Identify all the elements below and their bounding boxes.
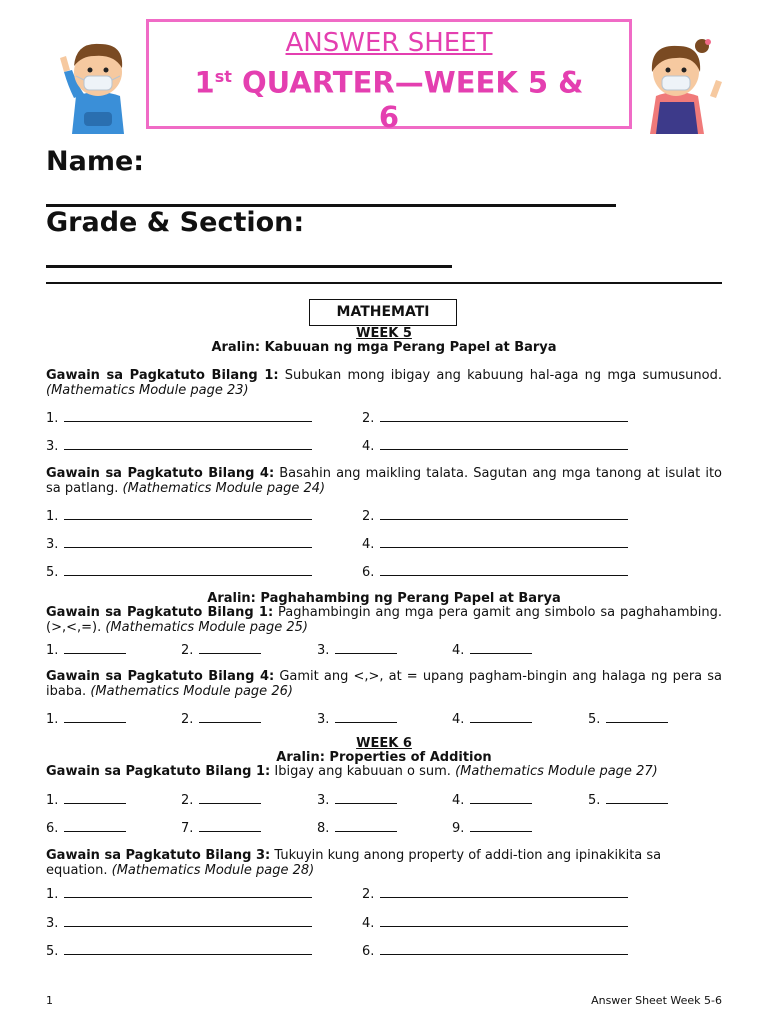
answer-line[interactable] [46, 410, 312, 426]
answer-blank[interactable] [199, 711, 261, 723]
week6-label: WEEK 6 [356, 736, 412, 751]
answer-line[interactable] [181, 820, 261, 836]
gawain-title: Gawain sa Pagkatuto Bilang 4: [46, 466, 275, 481]
gawain-title: Gawain sa Pagkatuto Bilang 1: [46, 764, 271, 779]
item-number: 1. [46, 643, 59, 658]
answer-blank[interactable] [470, 820, 532, 832]
answer-blank[interactable] [64, 915, 312, 927]
answer-blank[interactable] [64, 711, 126, 723]
gawain-title: Gawain sa Pagkatuto Bilang 3: [46, 848, 271, 863]
answer-line[interactable] [362, 564, 628, 580]
item-number: 1. [46, 712, 59, 727]
item-number: 3. [46, 537, 59, 552]
title-ordinal-sup: st [214, 67, 232, 86]
week6-gawain1-instruction [46, 764, 722, 779]
answer-line[interactable] [317, 711, 397, 727]
answer-blank[interactable] [64, 886, 312, 898]
title-quarter: QUARTER—WEEK 5 & [231, 65, 584, 100]
title-box [146, 19, 632, 134]
item-number: 9. [452, 821, 465, 836]
answer-blank[interactable] [606, 792, 668, 804]
item-number: 2. [181, 793, 194, 808]
answer-line[interactable] [46, 886, 312, 902]
module-ref: (Mathematics Module page 28) [111, 863, 315, 878]
gawain-title: Gawain sa Pagkatuto Bilang 1: [46, 605, 274, 620]
item-number: 6. [46, 821, 59, 836]
answer-line[interactable] [362, 915, 628, 931]
week6-gawain3-instruction [46, 848, 722, 878]
gawain-text: Basahin ang maikling talata. Sagutan ang mga tanong at isulat ito sa patlang. [46, 466, 722, 496]
title-line-2 [149, 60, 629, 100]
answer-line[interactable] [46, 943, 312, 959]
answer-blank[interactable] [380, 886, 628, 898]
answer-line[interactable] [362, 536, 628, 552]
week5-gawain1b-instruction [46, 605, 722, 635]
item-number: 6. [362, 565, 375, 580]
answer-line[interactable] [362, 410, 628, 426]
week5-gawain4b-instruction [46, 669, 722, 699]
week6-aralin: Aralin: Properties of Addition [276, 750, 492, 765]
item-number: 4. [362, 537, 375, 552]
answer-line[interactable] [362, 886, 628, 902]
item-number: 2. [362, 509, 375, 524]
footer-title: Answer Sheet Week 5-6 [591, 994, 722, 1007]
answer-blank[interactable] [199, 820, 261, 832]
answer-line[interactable] [46, 438, 312, 454]
answer-blank[interactable] [470, 642, 532, 654]
module-ref: (Mathematics Module page 27) [455, 764, 658, 779]
answer-line[interactable] [46, 711, 126, 727]
item-number: 3. [317, 793, 330, 808]
answer-blank[interactable] [380, 943, 628, 955]
answer-line[interactable] [317, 820, 397, 836]
item-number: 5. [588, 793, 601, 808]
item-number: 6. [362, 944, 375, 959]
subject-box: MATHEMATI [309, 299, 457, 326]
item-number: 1. [46, 509, 59, 524]
answer-line[interactable] [362, 508, 628, 524]
gawain-title: Gawain sa Pagkatuto Bilang 1: [46, 368, 279, 383]
answer-blank[interactable] [380, 438, 628, 450]
answer-line[interactable] [181, 642, 261, 658]
answer-blank[interactable] [64, 792, 126, 804]
item-number: 1. [46, 411, 59, 426]
item-number: 5. [588, 712, 601, 727]
item-number: 4. [452, 712, 465, 727]
answer-line[interactable] [46, 642, 126, 658]
answer-blank[interactable] [335, 642, 397, 654]
gawain-text: Gamit ang <,>, at = upang pagham-bingin ang halaga ng pera sa ibaba. [46, 669, 722, 699]
answer-line[interactable] [452, 711, 532, 727]
item-number: 2. [362, 887, 375, 902]
item-number: 3. [317, 712, 330, 727]
item-number: 5. [46, 944, 59, 959]
answer-blank[interactable] [470, 711, 532, 723]
answer-line[interactable] [317, 792, 397, 808]
item-number: 8. [317, 821, 330, 836]
answer-blank[interactable] [380, 564, 628, 576]
gawain-text: Tukuyin kung anong property of addi-tion ang ipinakikita sa equation. [46, 848, 662, 878]
answer-line[interactable] [317, 642, 397, 658]
boy-mask-waving-icon [54, 36, 140, 134]
week5-gawain1-instruction [46, 368, 722, 398]
answer-line[interactable] [452, 792, 532, 808]
answer-line[interactable] [46, 915, 312, 931]
answer-blank[interactable] [380, 915, 628, 927]
grade-section-field-line[interactable] [46, 265, 452, 268]
answer-blank[interactable] [199, 642, 261, 654]
module-ref: (Mathematics Module page 23) [46, 383, 249, 398]
gawain-text: Paghambingin ang mga pera gamit ang simbolo sa paghahambing. (>,<,=). [46, 605, 722, 635]
answer-blank[interactable] [64, 410, 312, 422]
item-number: 2. [181, 643, 194, 658]
item-number: 4. [452, 793, 465, 808]
answer-line[interactable] [46, 792, 126, 808]
answer-line[interactable] [46, 536, 312, 552]
week5-label: WEEK 5 [356, 326, 412, 341]
item-number: 4. [362, 439, 375, 454]
answer-blank[interactable] [64, 820, 126, 832]
answer-blank[interactable] [380, 508, 628, 520]
answer-line[interactable] [181, 711, 261, 727]
item-number: 4. [362, 916, 375, 931]
answer-blank[interactable] [335, 711, 397, 723]
title-ordinal: 1 [194, 65, 215, 100]
answer-blank[interactable] [470, 792, 532, 804]
item-number: 5. [46, 565, 59, 580]
answer-blank[interactable] [380, 410, 628, 422]
answer-blank[interactable] [380, 536, 628, 548]
week5-aralin1: Aralin: Kabuuan ng mga Perang Papel at Barya [211, 340, 557, 355]
answer-line[interactable] [46, 508, 312, 524]
item-number: 7. [181, 821, 194, 836]
answer-line[interactable] [46, 564, 312, 580]
answer-blank[interactable] [64, 438, 312, 450]
module-ref: (Mathematics Module page 26) [90, 684, 293, 699]
title-line-1: ANSWER SHEET [285, 28, 493, 58]
module-ref: (Mathematics Module page 24) [122, 481, 326, 496]
answer-line[interactable] [452, 642, 532, 658]
answer-blank[interactable] [199, 792, 261, 804]
gawain-text: Ibigay ang kabuuan o sum. [270, 764, 456, 779]
answer-blank[interactable] [64, 536, 312, 548]
week5-aralin2: Aralin: Paghahambing ng Perang Papel at Barya [207, 591, 561, 606]
item-number: 2. [362, 411, 375, 426]
answer-line[interactable] [181, 792, 261, 808]
item-number: 1. [46, 793, 59, 808]
answer-line[interactable] [46, 820, 126, 836]
answer-blank[interactable] [335, 792, 397, 804]
item-number: 4. [452, 643, 465, 658]
header-divider [46, 282, 722, 284]
answer-line[interactable] [588, 792, 668, 808]
answer-line[interactable] [452, 820, 532, 836]
name-label: Name: [46, 146, 145, 177]
module-ref: (Mathematics Module page 25) [105, 620, 308, 635]
answer-line[interactable] [588, 711, 668, 727]
item-number: 3. [46, 439, 59, 454]
answer-blank[interactable] [64, 508, 312, 520]
answer-blank[interactable] [64, 642, 126, 654]
answer-blank[interactable] [64, 564, 312, 576]
week5-gawain4-instruction [46, 466, 722, 496]
item-number: 2. [181, 712, 194, 727]
answer-line[interactable] [362, 943, 628, 959]
page-number: 1 [46, 994, 53, 1007]
gawain-text: Subukan mong ibigay ang kabuung hal-aga ng mga sumusunod. [278, 368, 722, 383]
item-number: 1. [46, 887, 59, 902]
title-line-3: 6 [378, 99, 400, 134]
grade-section-label: Grade & Section: [46, 207, 305, 238]
answer-blank[interactable] [64, 943, 312, 955]
answer-blank[interactable] [606, 711, 668, 723]
answer-line[interactable] [362, 438, 628, 454]
item-number: 3. [46, 916, 59, 931]
answer-blank[interactable] [335, 820, 397, 832]
gawain-title: Gawain sa Pagkatuto Bilang 4: [46, 669, 275, 684]
girl-mask-waving-icon [636, 36, 726, 134]
item-number: 3. [317, 643, 330, 658]
